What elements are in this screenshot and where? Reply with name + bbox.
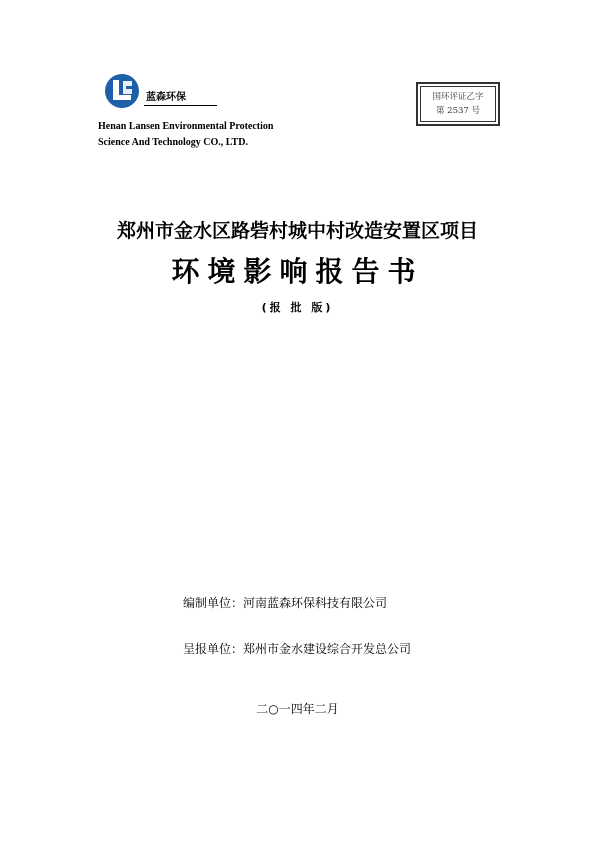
company-name-en-line2: Science And Technology CO., LTD. <box>98 137 248 148</box>
certificate-line2: 第 2537 号 <box>435 106 481 116</box>
version-label: (报 批 版) <box>261 301 334 314</box>
certificate-line1: 国环评证乙字 <box>432 92 484 102</box>
report-title: 环境影响报告书 <box>171 255 424 288</box>
brand-name-cn: 蓝森环保 <box>146 92 186 103</box>
certificate-stamp <box>416 82 500 126</box>
compiler-unit: 编制单位：河南蓝森环保科技有限公司 <box>183 596 388 610</box>
company-name-en-line1: Henan Lansen Environmental Protection <box>98 121 274 132</box>
lansen-logo-icon <box>104 73 140 109</box>
brand-divider <box>144 105 217 106</box>
submitter-unit: 呈报单位：郑州市金水建设综合开发总公司 <box>183 642 412 656</box>
project-title: 郑州市金水区路砦村城中村改造安置区项目 <box>116 220 478 242</box>
report-date: 二○一四年二月 <box>256 702 339 716</box>
